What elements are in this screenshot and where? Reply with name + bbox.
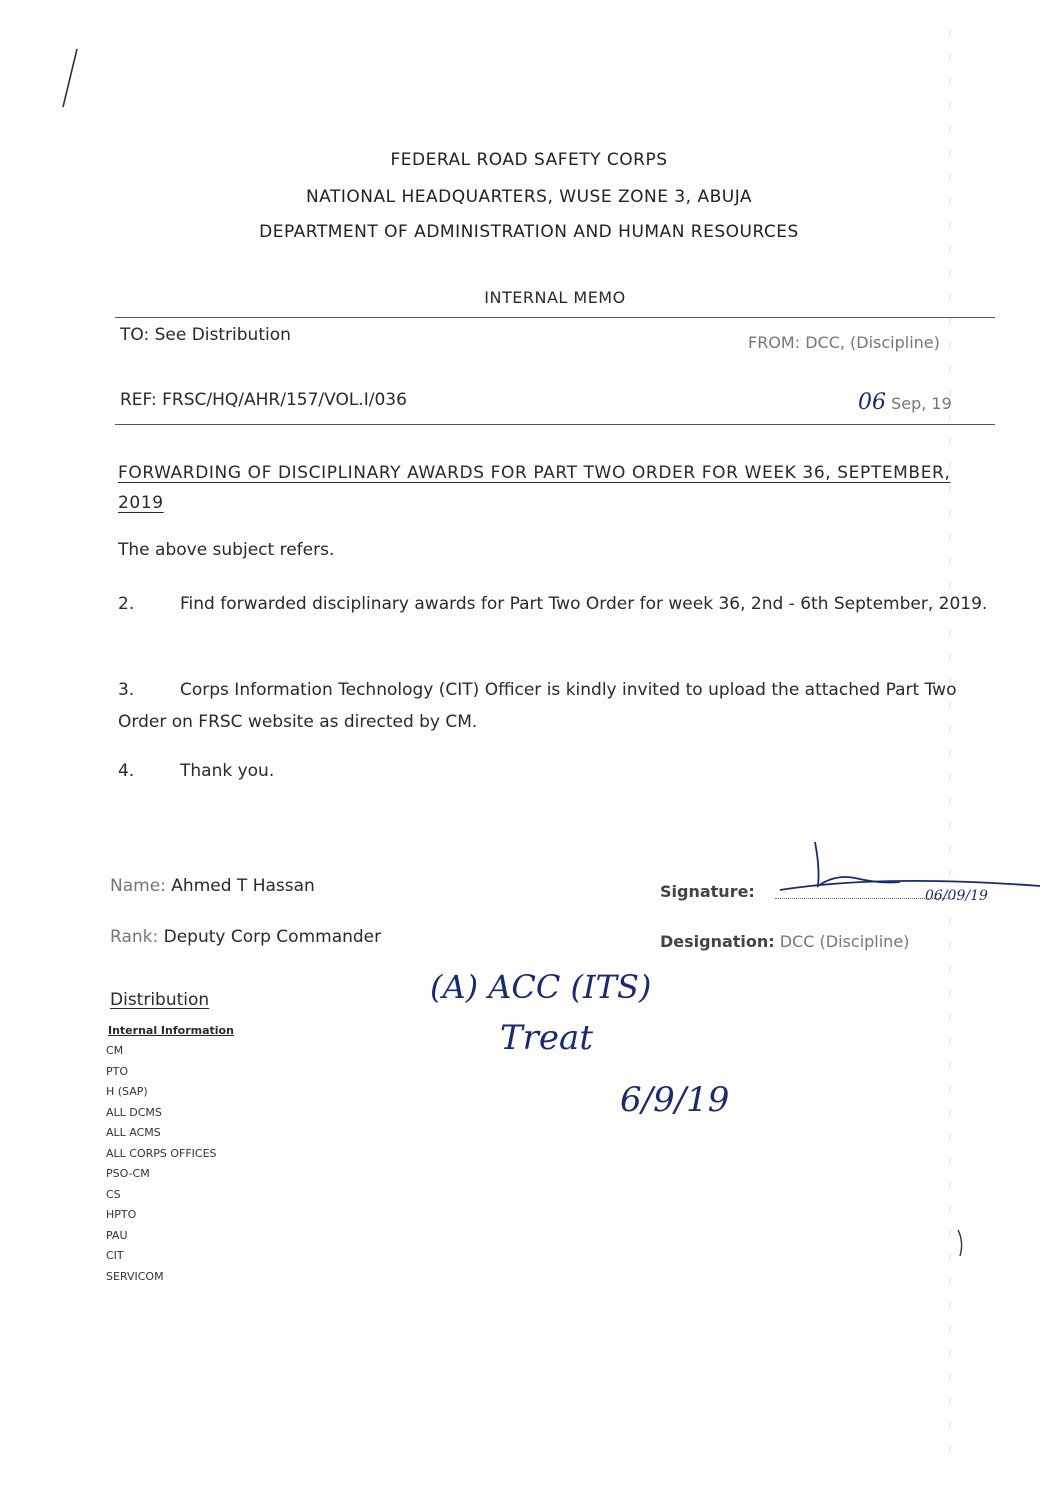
distribution-title: Distribution — [110, 990, 210, 1010]
list-item: CIT — [106, 1249, 124, 1262]
memo-to: TO: See Distribution — [120, 325, 291, 345]
signature-date: 06/09/19 — [925, 888, 988, 904]
rank-label: Rank: — [110, 927, 159, 947]
paragraph-number: 2. — [118, 594, 135, 614]
list-item: HPTO — [106, 1208, 137, 1221]
signatory-name — [110, 876, 315, 896]
memo-subject: FORWARDING OF DISCIPLINARY AWARDS FOR PART TWO ORDER FOR WEEK 36, SEPTEMBER, 2019 — [118, 463, 951, 513]
list-item: H (SAP) — [106, 1085, 148, 1098]
rank-value: Deputy Corp Commander — [163, 927, 382, 947]
name-label: Name: — [110, 876, 166, 896]
margin-stroke-mark — [55, 45, 85, 115]
list-item: SERVICOM — [106, 1269, 164, 1283]
handwritten-minute-line3: 6/9/19 — [620, 1080, 730, 1120]
list-item: PSO-CM — [106, 1167, 150, 1180]
paragraph-1 — [118, 534, 998, 566]
distribution-subtitle: Internal Information — [108, 1024, 234, 1037]
list-item: PTO — [106, 1064, 129, 1078]
handwritten-signature — [760, 838, 1050, 908]
header-address: NATIONAL HEADQUARTERS, WUSE ZONE 3, ABUJA — [305, 187, 753, 207]
memo-title: INTERNAL MEMO — [484, 288, 626, 307]
scan-edge-marks — [920, 20, 980, 1480]
paragraph-text: Corps Information Technology (CIT) Officer is kindly invited to upload the attached Part Two Order on FRSC website as directed by CM. — [118, 680, 957, 732]
paragraph-text: Find forwarded disciplinary awards for Part Two Order for week 36, 2nd - 6th September, 2019. — [180, 594, 988, 614]
top-rule — [115, 317, 995, 318]
designation-value: DCC (Discipline) — [779, 932, 910, 951]
signature-label: Signature: — [660, 882, 755, 901]
designation-label: Designation: — [660, 932, 775, 951]
handwritten-minute-line1: (A) ACC (ITS) — [430, 968, 652, 1006]
header-org-name: FEDERAL ROAD SAFETY CORPS — [390, 150, 668, 170]
paragraph-text: The above subject refers. — [118, 540, 335, 560]
paragraph-2 — [118, 588, 998, 620]
paragraph-3 — [118, 674, 998, 738]
handwritten-minute-line2: Treat — [500, 1018, 593, 1058]
distribution-list — [106, 1041, 217, 1287]
memo-ref: REF: FRSC/HQ/AHR/157/VOL.I/036 — [120, 390, 407, 410]
list-item: ALL DCMS — [106, 1105, 162, 1119]
signatory-designation — [660, 932, 909, 951]
memo-date-day: 06 — [858, 390, 886, 415]
paragraph-4 — [118, 755, 998, 787]
header-department: DEPARTMENT OF ADMINISTRATION AND HUMAN RESOURCES — [259, 222, 799, 242]
signatory-rank — [110, 927, 381, 947]
name-value: Ahmed T Hassan — [171, 876, 315, 896]
list-item: ALL CORPS OFFICES — [106, 1146, 217, 1160]
memo-date-rest: Sep, 19 — [891, 394, 952, 413]
list-item: CM — [106, 1044, 124, 1057]
memo-from: FROM: DCC, (Discipline) — [748, 333, 940, 352]
paragraph-number: 4. — [118, 761, 135, 781]
list-item: PAU — [106, 1228, 128, 1242]
paragraph-text: Thank you. — [180, 761, 275, 781]
paragraph-number: 3. — [118, 680, 135, 700]
ref-rule — [115, 424, 995, 425]
list-item: ALL ACMS — [106, 1126, 161, 1139]
list-item: CS — [106, 1187, 121, 1201]
